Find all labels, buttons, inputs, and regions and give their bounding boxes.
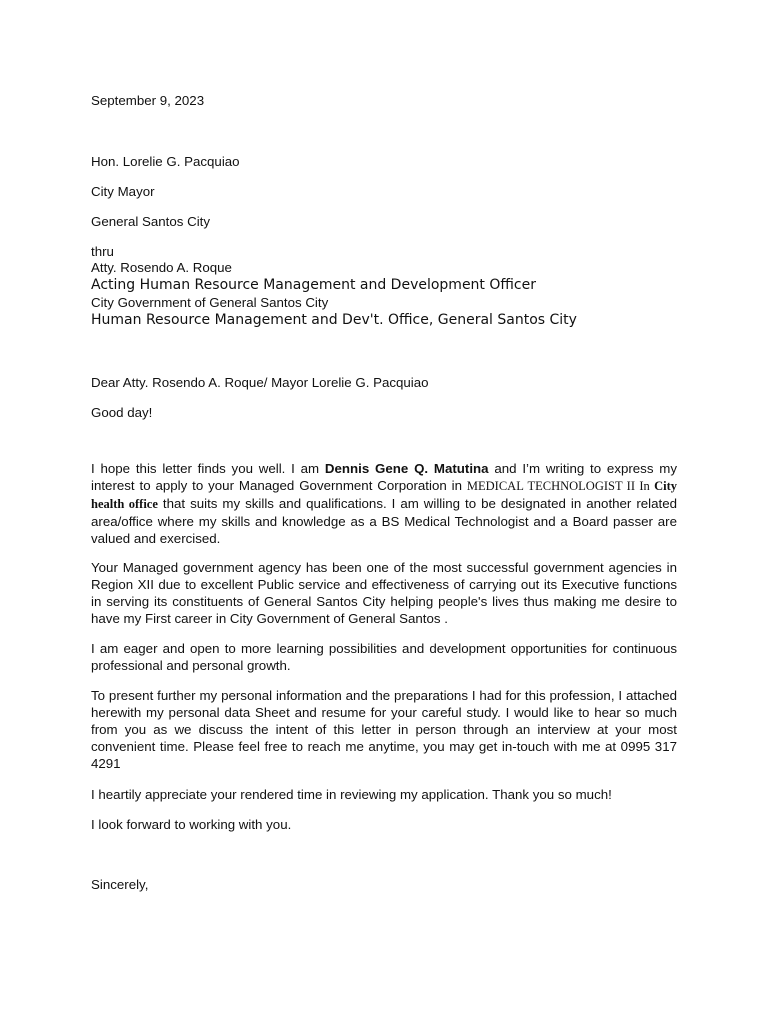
p1-text-1: I hope this letter finds you well. I am bbox=[91, 461, 325, 476]
thru-title: Acting Human Resource Management and Development Officer bbox=[91, 277, 536, 293]
letter-date: September 9, 2023 bbox=[91, 93, 205, 108]
recipient-name: Hon. Lorelie G. Pacquiao bbox=[91, 154, 240, 169]
recipient-title: City Mayor bbox=[91, 184, 155, 199]
recipient-city: General Santos City bbox=[91, 214, 210, 229]
paragraph-growth: I am eager and open to more learning possibilities and development opportunities for continuous professional and personal growth. bbox=[91, 641, 677, 673]
p1-text-3: that suits my skills and qualifications. I am willing to be designated in another related area/office where my skills and knowledge as a BS Medical Technologist and a Board passer are valued and exercised. bbox=[91, 496, 677, 546]
paragraph-forward: I look forward to working with you. bbox=[91, 817, 292, 832]
position-title: MEDICAL TECHNOLOGIST II In bbox=[466, 479, 655, 493]
paragraph-contact: To present further my personal information and the preparations I had for this profession, I attached herewith my personal data Sheet and resume for your careful study. I would like to hear so much from you as we discuss the intent of this letter in person through an interview at your most convenient time. Please feel free to reach me anytime, you may get in-touch with me at 0995 317 4291 bbox=[91, 688, 677, 771]
salutation: Dear Atty. Rosendo A. Roque/ Mayor Lorelie G. Pacquiao bbox=[91, 375, 429, 390]
greeting: Good day! bbox=[91, 405, 153, 420]
thru-label: thru bbox=[91, 244, 114, 259]
p1-text-2: and I’m writing to express my interest to apply to your Managed Government Corporation in bbox=[91, 461, 677, 493]
thru-org: City Government of General Santos City bbox=[91, 295, 329, 310]
closing: Sincerely, bbox=[91, 877, 149, 892]
thru-name: Atty. Rosendo A. Roque bbox=[91, 260, 232, 275]
applicant-name: Dennis Gene Q. Matutina bbox=[324, 461, 489, 476]
paragraph-agency: Your Managed government agency has been one of the most successful government agencies in Region XII due to excellent Public service and effectiveness of carrying out its Executive functions in serving its constituents of General Santos City helping people's lives thus making me desire to have my First career in City Government of General Santos . bbox=[91, 560, 677, 626]
office-name: City health office bbox=[91, 479, 677, 511]
paragraph-thanks: I heartily appreciate your rendered time in reviewing my application. Thank you so much! bbox=[91, 787, 612, 802]
paragraph-intro bbox=[91, 460, 677, 547]
thru-office: Human Resource Management and Dev't. Office, General Santos City bbox=[91, 312, 577, 328]
